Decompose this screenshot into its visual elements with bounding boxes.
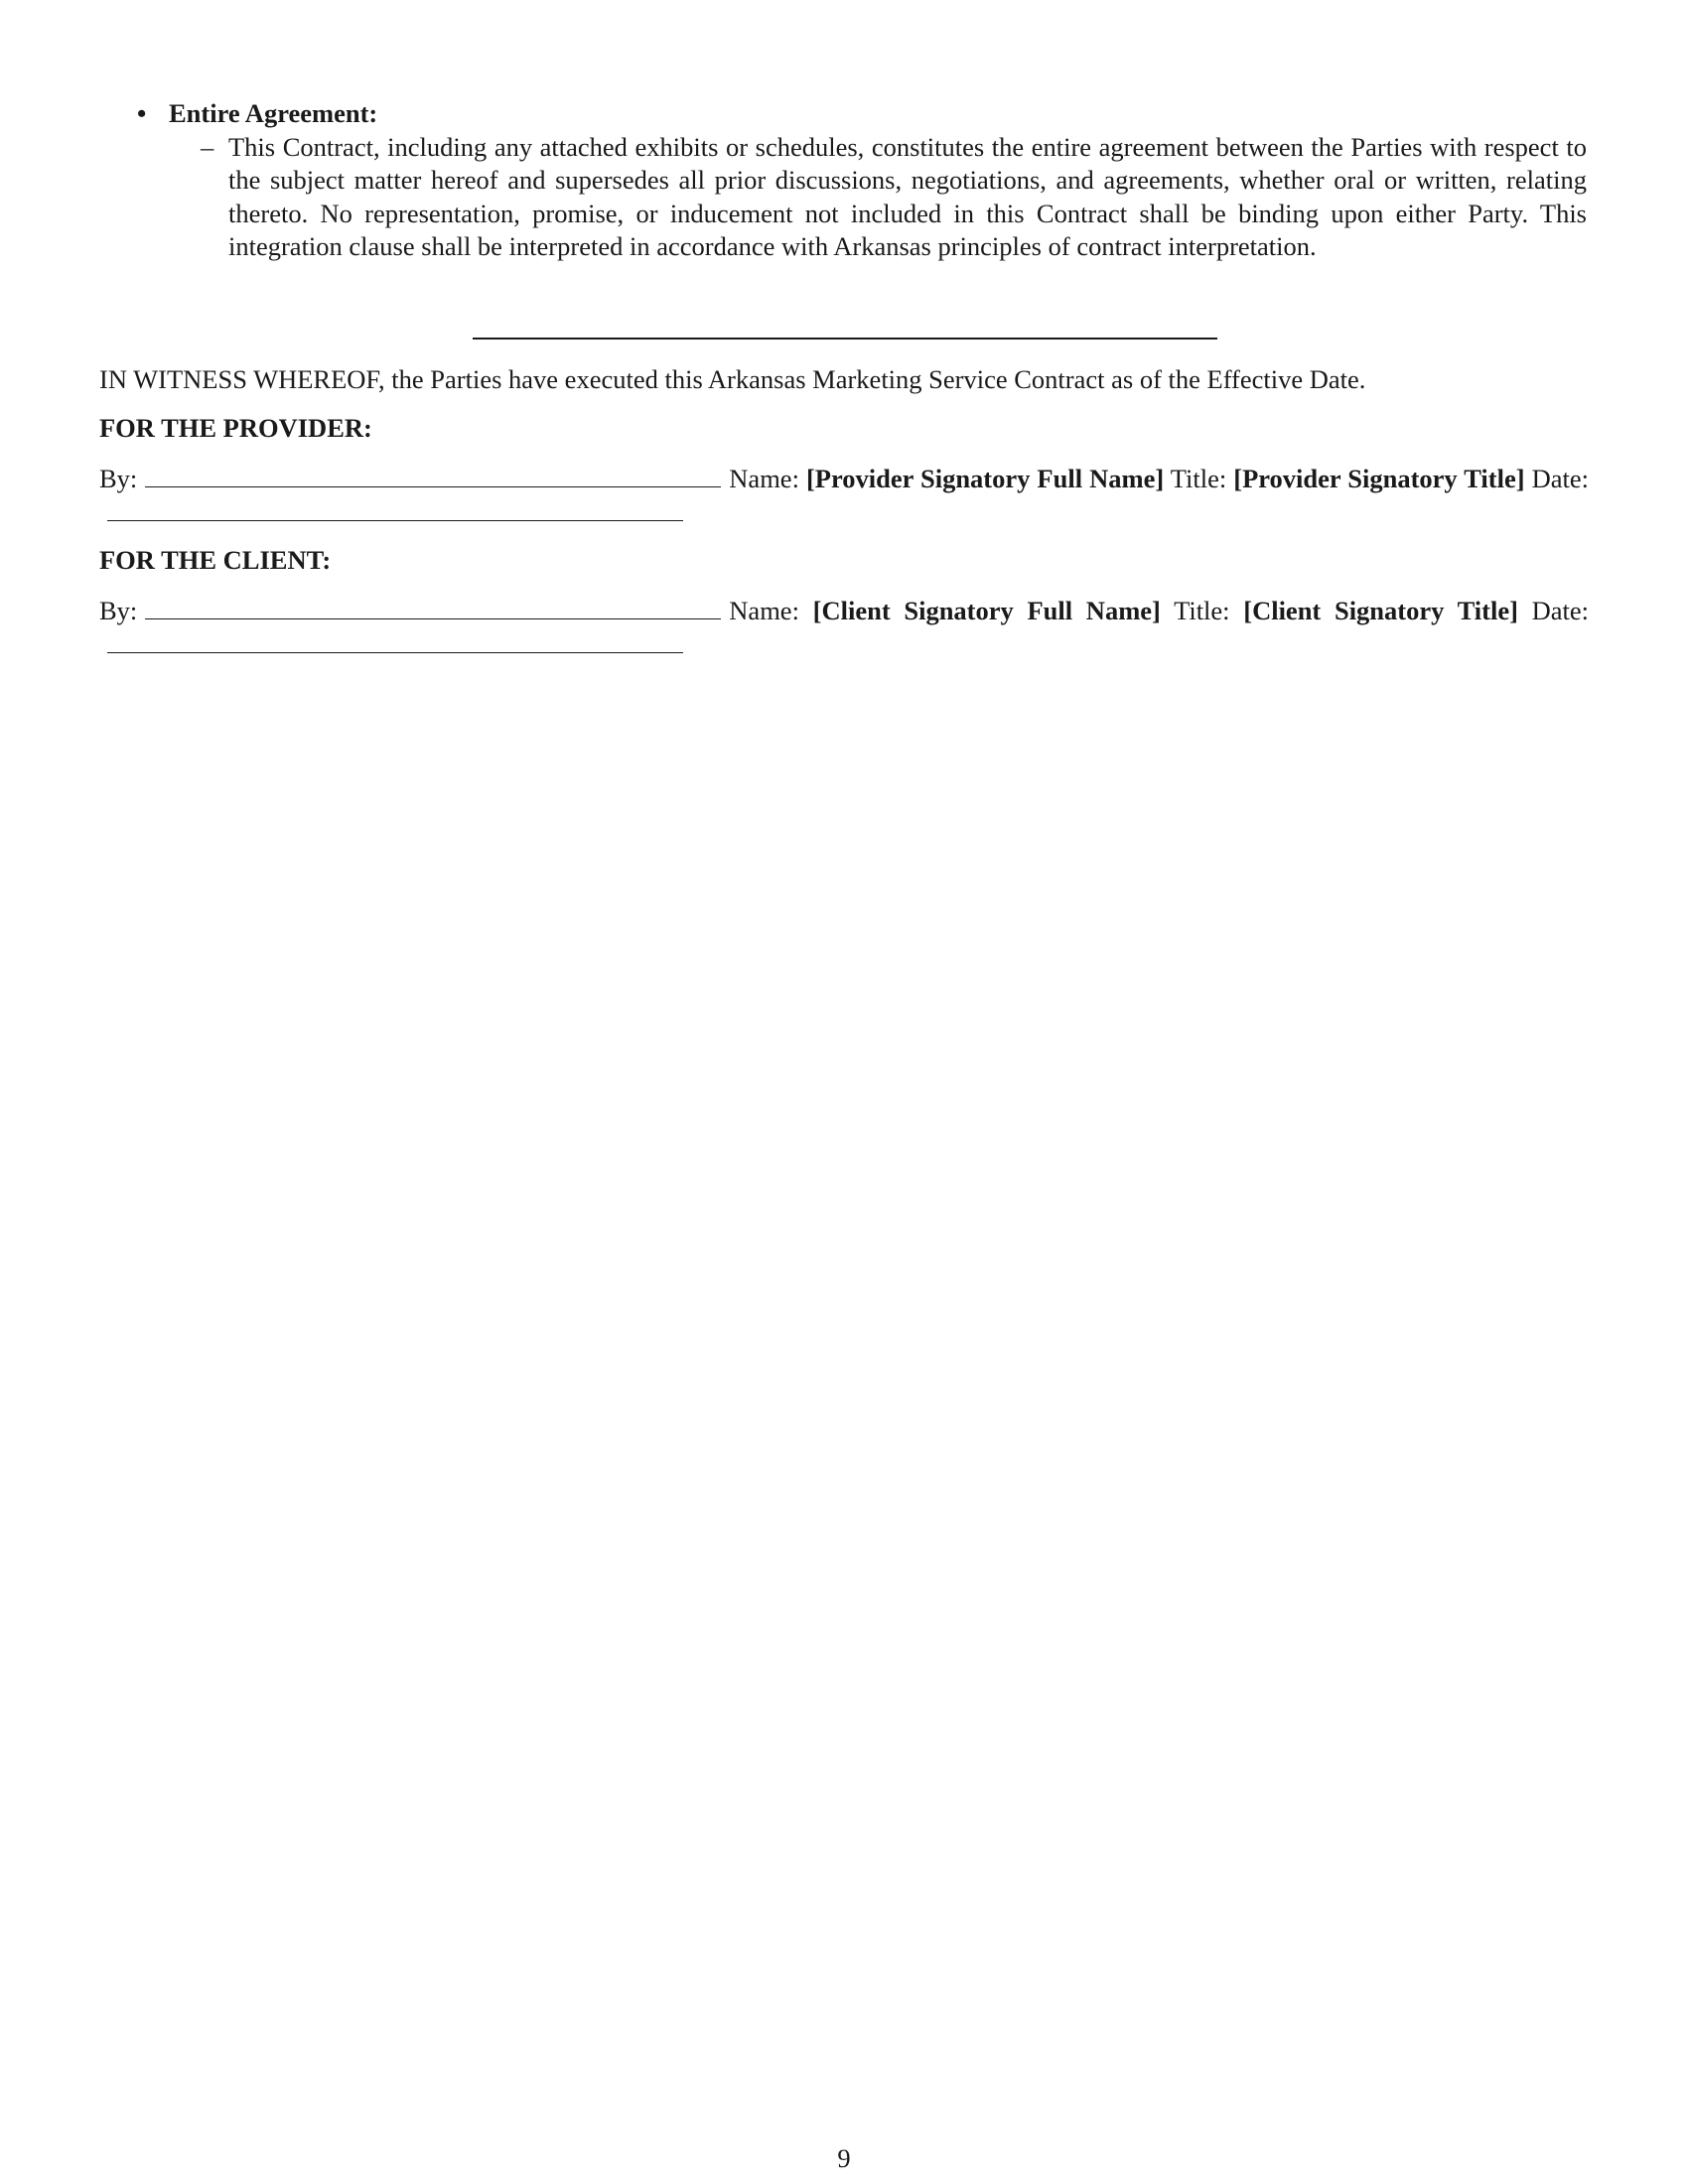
provider-heading: FOR THE PROVIDER: bbox=[99, 413, 372, 443]
client-by-label: By: bbox=[99, 596, 138, 625]
provider-date-line[interactable] bbox=[107, 519, 683, 521]
sub-item bbox=[201, 131, 1587, 264]
dash-marker: – bbox=[201, 131, 214, 162]
client-name-value: [Client Signatory Full Name] bbox=[812, 596, 1161, 625]
client-date-label: Date: bbox=[1531, 596, 1590, 625]
client-title-value: [Client Signatory Title] bbox=[1243, 596, 1518, 625]
client-signature-block bbox=[99, 595, 1589, 661]
provider-signature-block bbox=[99, 463, 1589, 529]
provider-signature-line[interactable] bbox=[145, 485, 721, 487]
section-divider bbox=[473, 338, 1217, 340]
witness-statement: IN WITNESS WHEREOF, the Parties have executed this Arkansas Marketing Service Contract as of the Effective Date. bbox=[99, 364, 1366, 394]
client-title-label: Title: bbox=[1174, 596, 1230, 625]
provider-date-label: Date: bbox=[1531, 464, 1589, 493]
bullet-marker: • bbox=[137, 98, 147, 128]
client-signature-line[interactable] bbox=[145, 617, 721, 619]
provider-title-value: [Provider Signatory Title] bbox=[1233, 464, 1525, 493]
provider-name-label: Name: bbox=[729, 464, 799, 493]
clause-title: Entire Agreement: bbox=[169, 98, 378, 128]
provider-by-label: By: bbox=[99, 464, 138, 493]
clause-text: This Contract, including any attached exhibits or schedules, constitutes the entire agreement between the Parties with respect to the subject matter hereof and supersedes all prior discussions, negotiations, and agreements, whether oral or written, relating thereto. No representation, promise, or inducement not included in this Contract shall be binding upon either Party. This integration clause shall be interpreted in accordance with Arkansas principles of contract interpretation. bbox=[228, 131, 1587, 261]
client-heading: FOR THE CLIENT: bbox=[99, 545, 332, 575]
client-date-line[interactable] bbox=[107, 651, 683, 653]
provider-name-value: [Provider Signatory Full Name] bbox=[805, 464, 1165, 493]
bullet-item bbox=[137, 97, 1587, 131]
provider-title-label: Title: bbox=[1170, 464, 1227, 493]
entire-agreement-clause bbox=[137, 97, 1587, 264]
client-name-label: Name: bbox=[729, 596, 799, 625]
page-number: 9 bbox=[837, 2143, 851, 2173]
